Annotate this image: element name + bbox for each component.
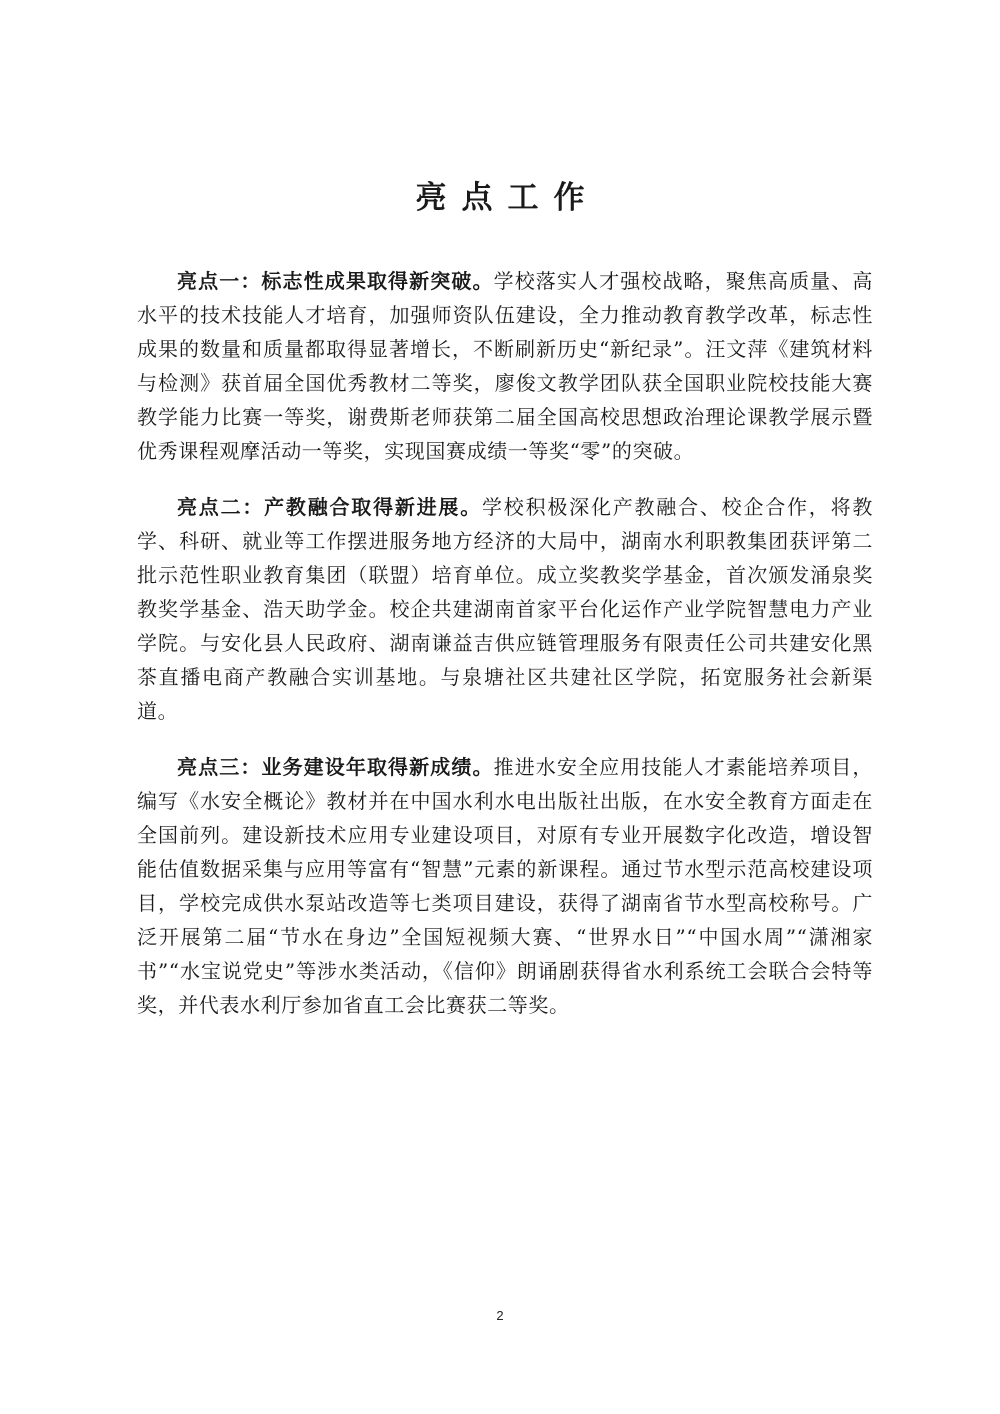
paragraph-heading: 亮点三：业务建设年取得新成绩。 (177, 755, 494, 779)
paragraph-heading: 亮点一：标志性成果取得新突破。 (177, 269, 494, 293)
body-text (137, 264, 873, 1044)
paragraph-body: 推进水安全应用技能人才素能培养项目，编写《水安全概论》教材并在中国水利水电出版社出版，在水安全教育方面走在全国前列。建设新技术应用专业建设项目，对原有专业开展数字化改造，增设智能估值数据采集与应用等富有“智慧”元素的新课程。通过节水型示范高校建设项目，学校完成供水泵站改造等七类项目建设，获得了湖南省节水型高校称号。广泛开展第二届“节水在身边”全国短视频大赛、“世界水日”“中国水周”“潇湘家书”“水宝说党史”等涉水类活动，《信仰》朗诵剧获得省水利系统工会联合会特等奖，并代表水利厅参加省直工会比赛获二等奖。 (137, 755, 873, 1017)
page-number: 2 (496, 1308, 504, 1323)
paragraph-highlight-2 (137, 490, 873, 728)
page-title: 亮点工作 (415, 180, 600, 216)
paragraph-body: 学校落实人才强校战略，聚焦高质量、高水平的技术技能人才培育，加强师资队伍建设，全力推动教育教学改革，标志性成果的数量和质量都取得显著增长，不断刷新历史“新纪录”。汪文萍《建筑材料与检测》获首届全国优秀教材二等奖，廖俊文教学团队获全国职业院校技能大赛教学能力比赛一等奖，谢费斯老师获第二届全国高校思想政治理论课教学展示暨优秀课程观摩活动一等奖，实现国赛成绩一等奖“零”的突破。 (137, 269, 873, 463)
paragraph-highlight-1 (137, 264, 873, 468)
paragraph-heading: 亮点二：产教融合取得新进展。 (177, 495, 483, 519)
paragraph-body: 学校积极深化产教融合、校企合作，将教学、科研、就业等工作摆进服务地方经济的大局中，湖南水利职教集团获评第二批示范性职业教育集团（联盟）培育单位。成立奖教奖学基金，首次颁发涌泉奖教奖学基金、浩天助学金。校企共建湖南首家平台化运作产业学院智慧电力产业学院。与安化县人民政府、湖南谦益吉供应链管理服务有限责任公司共建安化黑茶直播电商产教融合实训基地。与泉塘社区共建社区学院，拓宽服务社会新渠道。 (137, 495, 873, 723)
paragraph-highlight-3 (137, 750, 873, 1022)
